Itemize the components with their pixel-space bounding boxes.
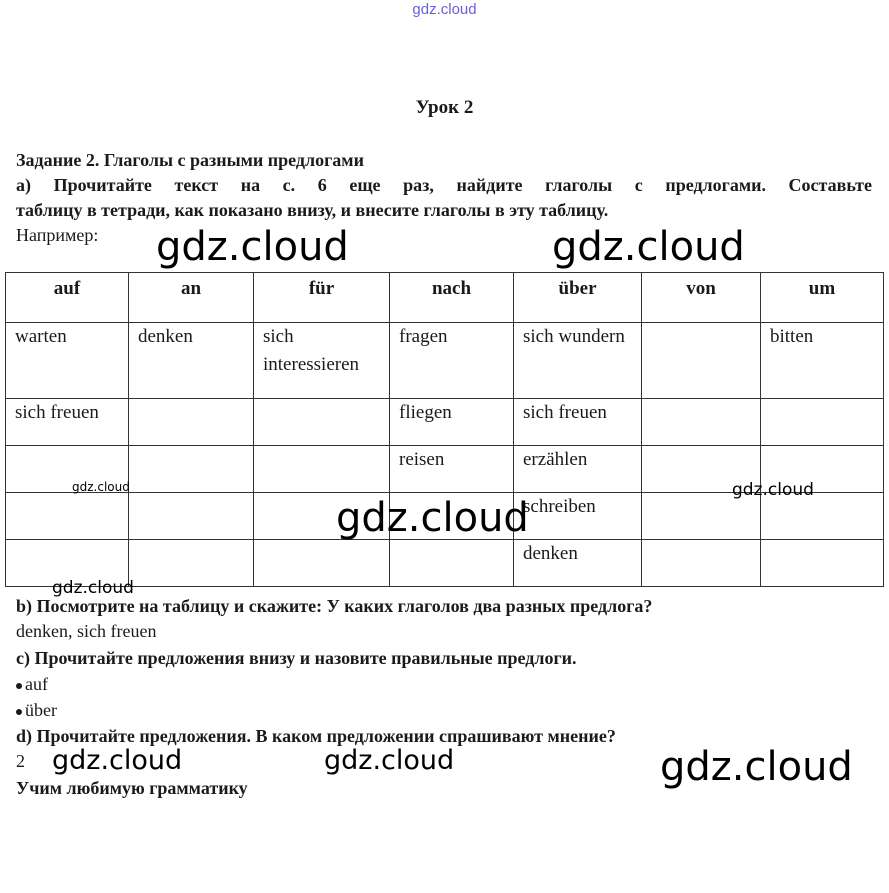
- watermark: gdz.cloud: [660, 744, 853, 790]
- task-c-answer-1: [16, 673, 48, 695]
- table-cell: schreiben: [514, 493, 642, 540]
- header-an: an: [129, 273, 254, 323]
- watermark: gdz.cloud: [552, 224, 745, 270]
- footer-text: Учим любимую грамматику: [16, 778, 248, 798]
- header-ueber: über: [514, 273, 642, 323]
- table-cell: [761, 540, 884, 587]
- table-cell: denken: [129, 323, 254, 399]
- task-a-line1: а) Прочитайте текст на с. 6 еще раз, найдите глаголы с предлогами. Составьте: [16, 175, 872, 195]
- bullet-icon: [16, 709, 22, 715]
- table-cell: [642, 323, 761, 399]
- task-a-line2: таблицу в тетради, как показано внизу, и внесите глаголы в эту таблицу.: [16, 200, 609, 220]
- table-cell: sich freuen: [6, 399, 129, 446]
- watermark: gdz.cloud: [52, 745, 183, 776]
- table-cell: [254, 446, 390, 493]
- table-cell: [642, 399, 761, 446]
- table-cell: fragen: [390, 323, 514, 399]
- watermark: gdz.cloud: [72, 480, 130, 494]
- task-heading: [16, 149, 364, 171]
- watermark: gdz.cloud: [324, 745, 455, 776]
- task-b-answer: denken, sich freuen: [16, 621, 157, 641]
- watermark: gdz.cloud: [732, 480, 814, 500]
- table-cell: warten: [6, 323, 129, 399]
- table-row: [6, 323, 884, 399]
- table-cell: [254, 399, 390, 446]
- table-cell: sich interessieren: [254, 323, 390, 399]
- task-c-answer-2: [16, 699, 57, 721]
- table-cell: [390, 540, 514, 587]
- bullet-icon: [16, 683, 22, 689]
- table-cell: sich freuen: [514, 399, 642, 446]
- table-header-row: [6, 273, 884, 323]
- header-von: von: [642, 273, 761, 323]
- header-auf: auf: [6, 273, 129, 323]
- table-cell: [761, 399, 884, 446]
- table-cell: [6, 493, 129, 540]
- table-cell: [129, 540, 254, 587]
- table-cell: denken: [514, 540, 642, 587]
- watermark: gdz.cloud: [156, 224, 349, 270]
- table-cell: [129, 446, 254, 493]
- table-cell: erzählen: [514, 446, 642, 493]
- table-cell: [254, 540, 390, 587]
- answer-text: über: [25, 700, 57, 720]
- task-number: Задание 2.: [16, 150, 100, 170]
- watermark: gdz.cloud: [336, 495, 529, 541]
- table-cell: sich wundern: [514, 323, 642, 399]
- task-d-answer: 2: [16, 751, 25, 771]
- answer-text: auf: [25, 674, 48, 694]
- table-cell: fliegen: [390, 399, 514, 446]
- table-cell: [129, 399, 254, 446]
- task-d-question: d) Прочитайте предложения. В каком предложении спрашивают мнение?: [16, 726, 616, 746]
- header-fuer: für: [254, 273, 390, 323]
- header-nach: nach: [390, 273, 514, 323]
- table-cell: [642, 540, 761, 587]
- task-c-question: с) Прочитайте предложения внизу и назовите правильные предлоги.: [16, 648, 577, 668]
- header-um: um: [761, 273, 884, 323]
- table-cell: reisen: [390, 446, 514, 493]
- task-b-question: b) Посмотрите на таблицу и скажите: У каких глаголов два разных предлога?: [16, 596, 653, 616]
- table-cell: bitten: [761, 323, 884, 399]
- watermark: gdz.cloud: [52, 578, 134, 598]
- table-row: [6, 399, 884, 446]
- task-topic: Глаголы с разными предлогами: [99, 150, 364, 170]
- table-row: [6, 540, 884, 587]
- example-label: Например:: [16, 225, 99, 245]
- table-cell: [129, 493, 254, 540]
- lesson-title: Урок 2: [415, 97, 474, 118]
- site-watermark-link[interactable]: gdz.cloud: [412, 1, 477, 18]
